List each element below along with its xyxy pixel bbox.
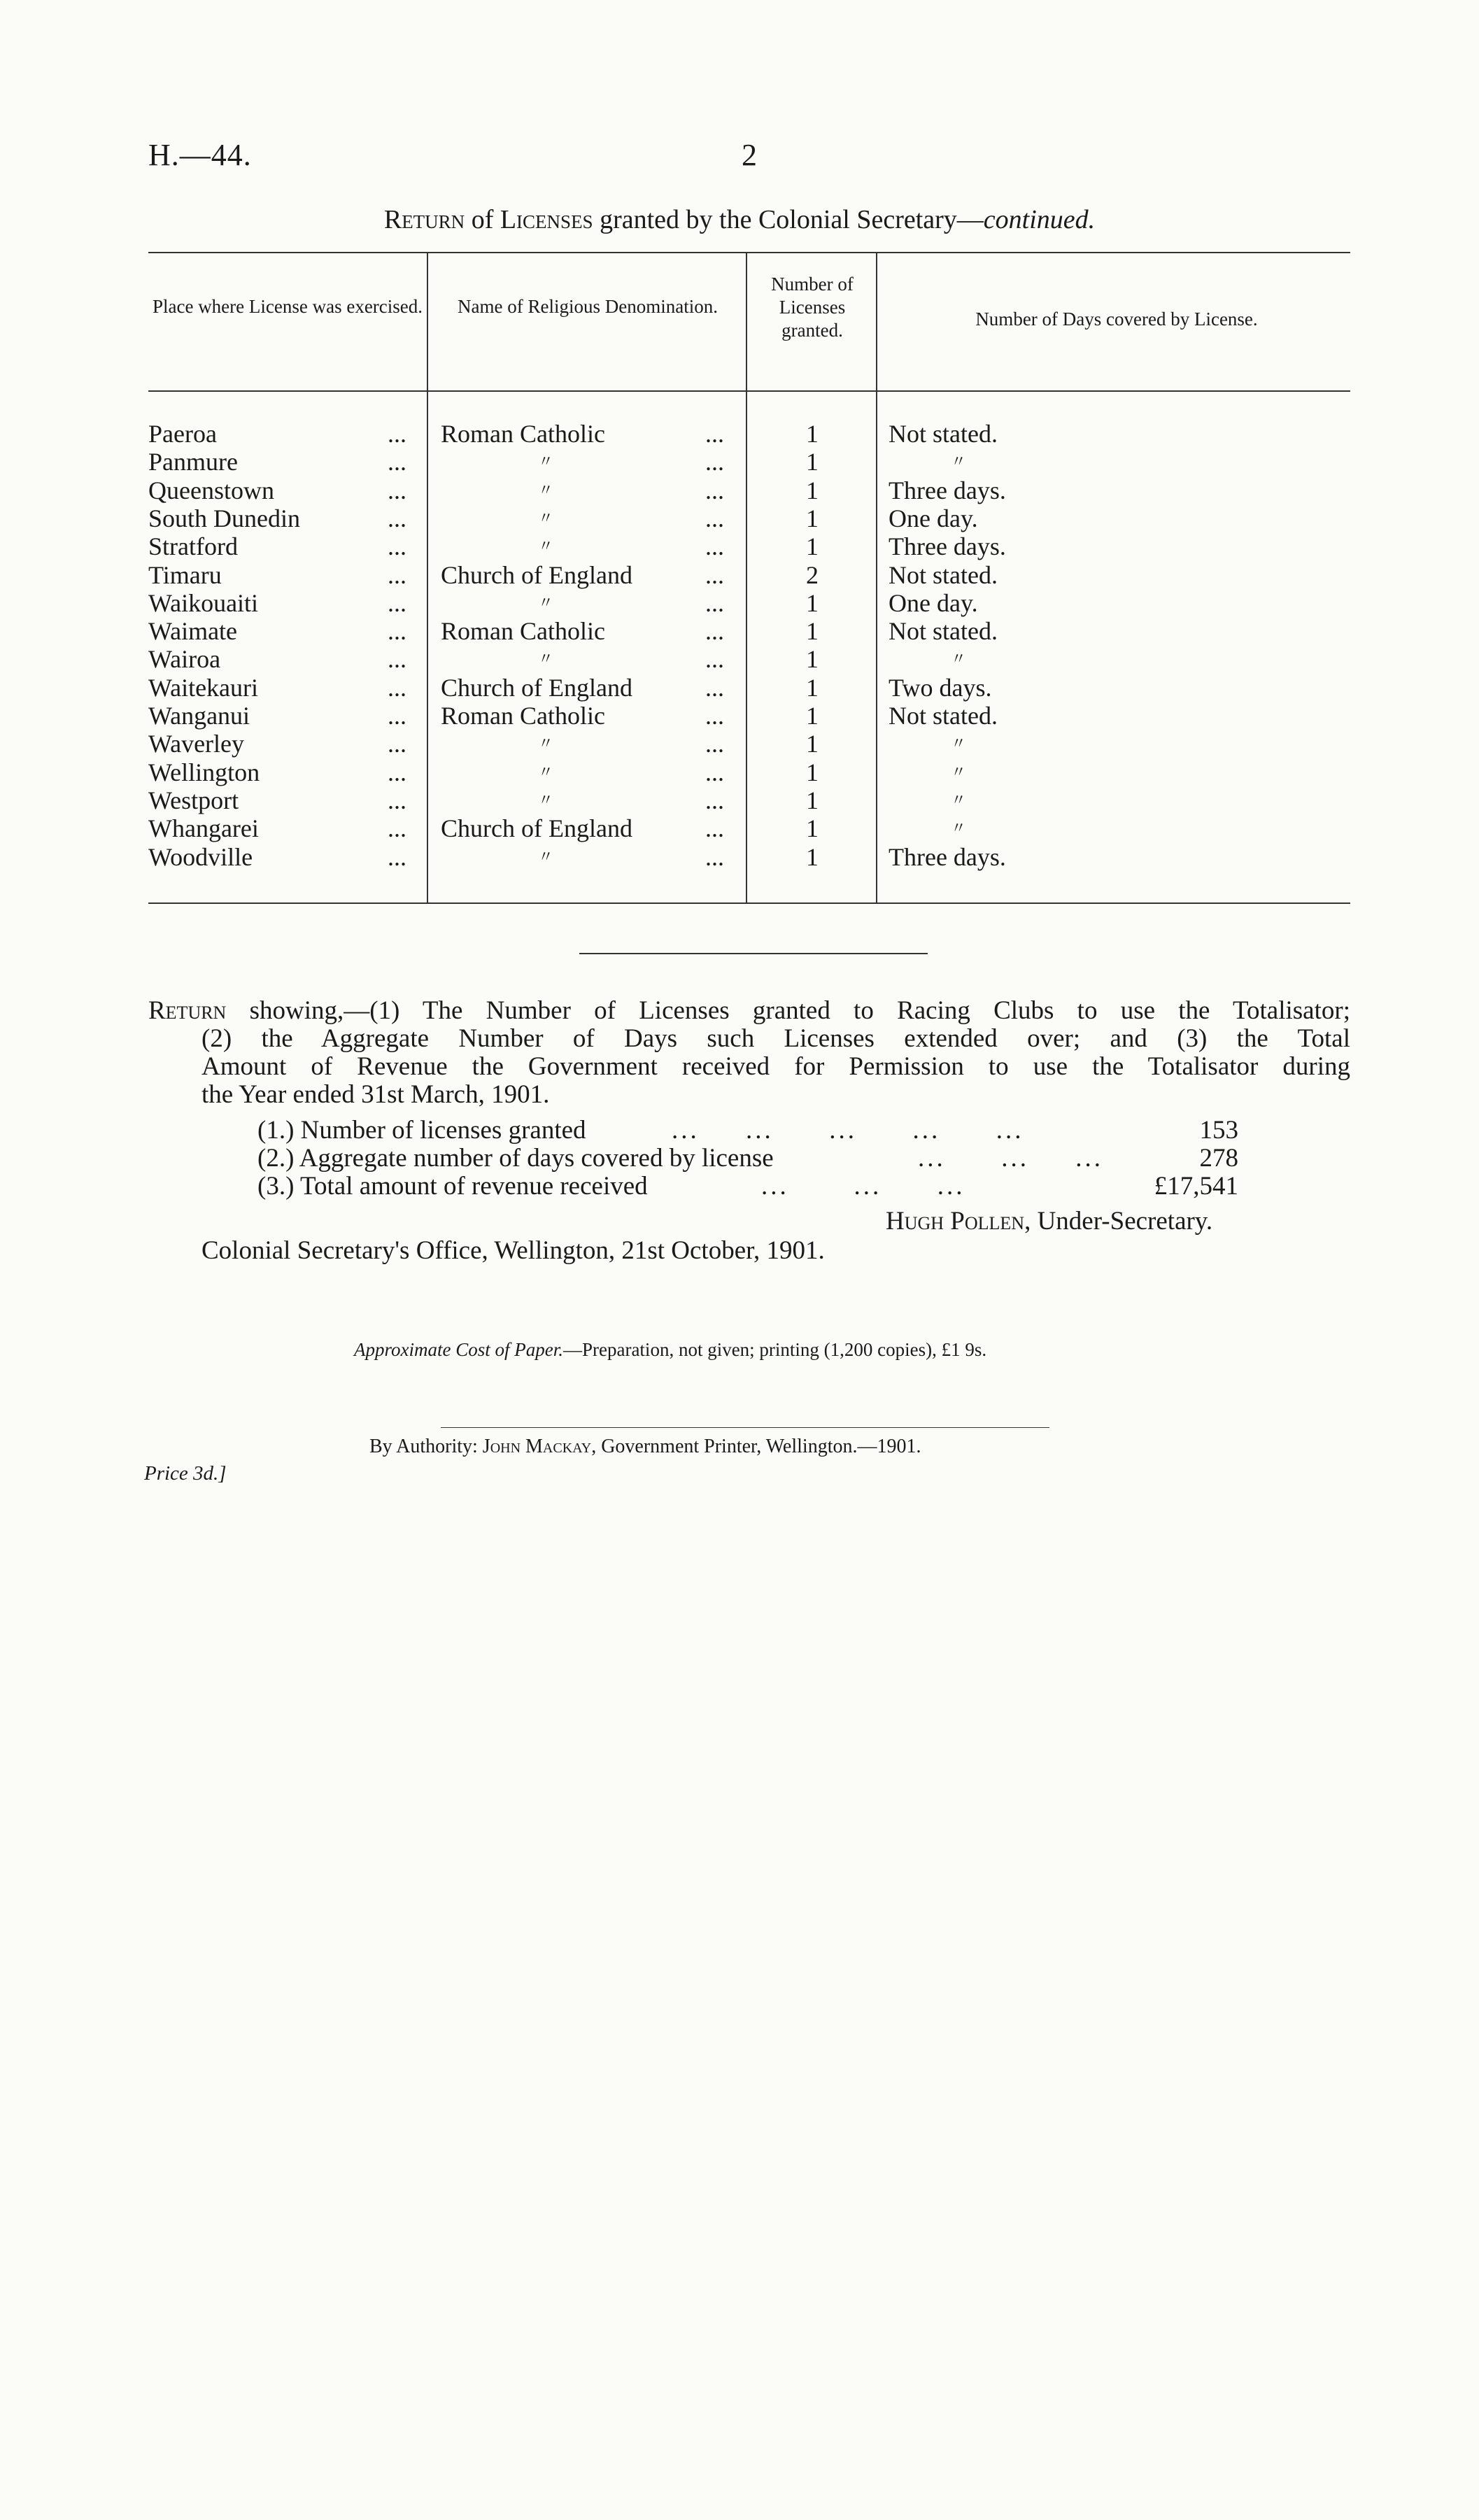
leader-dots: ... <box>705 589 724 617</box>
leader-dots: ... <box>705 448 724 476</box>
row-number: 1 <box>806 448 819 476</box>
row-days: Not stated. <box>889 702 998 730</box>
row-place: Whangarei <box>148 814 259 842</box>
row-denomination: 〃 <box>537 735 553 752</box>
row-place: Waitekauri <box>148 674 259 702</box>
leader-dots: ... <box>705 730 724 758</box>
row-place: Wairoa <box>148 645 221 673</box>
row-days: Not stated. <box>889 561 998 589</box>
row-number: 1 <box>806 702 819 730</box>
row-denomination: 〃 <box>537 537 553 555</box>
leader-dots: ... <box>705 420 724 448</box>
column-divider-3 <box>876 253 877 902</box>
row-denomination: Church of England <box>441 814 632 842</box>
leader-dots: ... <box>388 843 406 871</box>
leader-dots: ... <box>705 843 724 871</box>
row-place: Paeroa <box>148 420 217 448</box>
return-item-2-label: (2.) Aggregate number of days covered by license <box>257 1144 774 1173</box>
leader-dots: ... <box>388 532 406 560</box>
leader-dots: ... <box>388 448 406 476</box>
leader-dots: ... ... ... <box>761 1172 965 1201</box>
return-line-1: Return showing,—(1) The Number of Licenses granted to Racing Clubs to use the Totalisator; <box>148 996 1350 1025</box>
cost-of-paper: Approximate Cost of Paper.—Preparation, not given; printing (1,200 copies), £1 9s. <box>354 1339 987 1360</box>
row-place: Waikouaiti <box>148 589 259 617</box>
return-line-4: the Year ended 31st March, 1901. <box>201 1080 550 1109</box>
row-days: 〃 <box>950 735 966 752</box>
leader-dots: ... <box>388 702 406 730</box>
row-place: South Dunedin <box>148 504 301 532</box>
signature-title: , Under-Secretary. <box>1024 1207 1213 1236</box>
title-return: Return <box>383 205 465 234</box>
leader-dots: ... <box>705 786 724 814</box>
column-header-place: Place where License was exercised. <box>152 296 423 317</box>
row-number: 1 <box>806 476 819 504</box>
title-continued: continued. <box>983 205 1096 234</box>
column-divider-1 <box>427 253 428 902</box>
return-line-3: Amount of Revenue the Government received for Permission to use the Totalisator during <box>201 1052 1350 1081</box>
leader-dots: ... <box>705 814 724 842</box>
row-days: Not stated. <box>889 420 998 448</box>
row-place: Queenstown <box>148 476 274 504</box>
row-days: Three days. <box>889 476 1006 504</box>
leader-dots: ... <box>705 758 724 786</box>
row-place: Waimate <box>148 617 238 645</box>
row-denomination: Church of England <box>441 561 632 589</box>
leader-dots: ... ... ... <box>918 1144 1103 1173</box>
leader-dots: ... <box>705 702 724 730</box>
row-days: One day. <box>889 589 978 617</box>
office-date-line: Colonial Secretary's Office, Wellington, 21st October, 1901. <box>201 1236 825 1265</box>
leader-dots: ... <box>705 476 724 504</box>
row-denomination: 〃 <box>537 848 553 865</box>
row-days: One day. <box>889 504 978 532</box>
row-days: Not stated. <box>889 617 998 645</box>
row-days: 〃 <box>950 791 966 809</box>
page-number: 2 <box>742 138 757 172</box>
document-reference: H.—44. <box>148 138 252 172</box>
leader-dots: ... <box>388 504 406 532</box>
row-place: Westport <box>148 786 239 814</box>
row-denomination: Roman Catholic <box>441 420 605 448</box>
row-days: 〃 <box>950 453 966 470</box>
row-days: 〃 <box>950 763 966 781</box>
row-number: 1 <box>806 617 819 645</box>
row-number: 1 <box>806 786 819 814</box>
authority-rule <box>441 1427 1049 1428</box>
table-header-rule <box>148 390 1350 392</box>
printer-authority: By Authority: John Mackay, Government Printer, Wellington.—1901. <box>369 1436 921 1457</box>
leader-dots: ... <box>388 476 406 504</box>
row-place: Stratford <box>148 532 238 560</box>
row-number: 1 <box>806 420 819 448</box>
leader-dots: ... <box>388 758 406 786</box>
leader-dots: ... <box>388 786 406 814</box>
return-line-2: (2) the Aggregate Number of Days such Licenses extended over; and (3) the Total <box>201 1024 1350 1053</box>
leader-dots: ... <box>705 561 724 589</box>
row-place: Woodville <box>148 843 253 871</box>
row-number: 1 <box>806 589 819 617</box>
signature <box>886 1208 1212 1236</box>
row-days: Three days. <box>889 532 1006 560</box>
leader-dots: ... <box>705 504 724 532</box>
column-divider-2 <box>746 253 747 902</box>
row-denomination: 〃 <box>537 763 553 781</box>
leader-dots: ... <box>705 532 724 560</box>
row-number: 1 <box>806 730 819 758</box>
row-days: 〃 <box>950 650 966 667</box>
row-number: 1 <box>806 814 819 842</box>
leader-dots: ... <box>388 617 406 645</box>
row-place: Timaru <box>148 561 222 589</box>
row-days: Two days. <box>889 674 992 702</box>
leader-dots: ... <box>705 645 724 673</box>
leader-dots: ... <box>388 561 406 589</box>
row-days: 〃 <box>950 819 966 837</box>
row-denomination: Roman Catholic <box>441 702 605 730</box>
row-place: Wanganui <box>148 702 250 730</box>
leader-dots: ... <box>388 589 406 617</box>
return-item-2-value: 278 <box>1199 1144 1238 1173</box>
row-denomination: 〃 <box>537 509 553 527</box>
row-place: Waverley <box>148 730 245 758</box>
title-licenses: Licenses <box>500 205 593 234</box>
column-header-days: Number of Days covered by License. <box>975 309 1258 330</box>
leader-dots: ... ... ... ... ... <box>672 1116 1024 1145</box>
row-denomination: 〃 <box>537 650 553 667</box>
leader-dots: ... <box>705 617 724 645</box>
return-item-3-label: (3.) Total amount of revenue received <box>257 1172 648 1201</box>
leader-dots: ... <box>388 420 406 448</box>
title-rest: granted by the Colonial Secretary— <box>593 205 984 234</box>
signature-name: Hugh Pollen <box>886 1207 1025 1236</box>
row-number: 1 <box>806 674 819 702</box>
column-header-number: Number of Licenses granted. <box>771 274 854 341</box>
leader-dots: ... <box>388 645 406 673</box>
table-top-rule <box>148 252 1350 253</box>
row-denomination: 〃 <box>537 453 553 470</box>
row-days: Three days. <box>889 843 1006 871</box>
row-number: 1 <box>806 758 819 786</box>
row-denomination: Church of England <box>441 674 632 702</box>
table-bottom-rule <box>148 902 1350 904</box>
leader-dots: ... <box>705 674 724 702</box>
return-lead: Return <box>148 996 227 1025</box>
column-header-denomination: Name of Religious Denomination. <box>458 296 718 317</box>
price: Price 3d.] <box>144 1462 227 1485</box>
row-denomination: Roman Catholic <box>441 617 605 645</box>
row-number: 1 <box>806 504 819 532</box>
row-number: 1 <box>806 645 819 673</box>
return-item-1-label: (1.) Number of licenses granted <box>257 1116 586 1145</box>
row-denomination: 〃 <box>537 594 553 611</box>
row-number: 1 <box>806 532 819 560</box>
row-number: 1 <box>806 843 819 871</box>
return-item-3-value: £17,541 <box>1154 1172 1238 1201</box>
row-place: Panmure <box>148 448 238 476</box>
row-denomination: 〃 <box>537 791 553 809</box>
title-of: of <box>465 205 500 234</box>
leader-dots: ... <box>388 674 406 702</box>
row-number: 2 <box>806 561 819 589</box>
return-item-1-value: 153 <box>1199 1116 1238 1145</box>
section-divider <box>579 953 928 954</box>
leader-dots: ... <box>388 814 406 842</box>
row-place: Wellington <box>148 758 260 786</box>
table-title <box>0 204 1479 235</box>
leader-dots: ... <box>388 730 406 758</box>
row-denomination: 〃 <box>537 481 553 499</box>
